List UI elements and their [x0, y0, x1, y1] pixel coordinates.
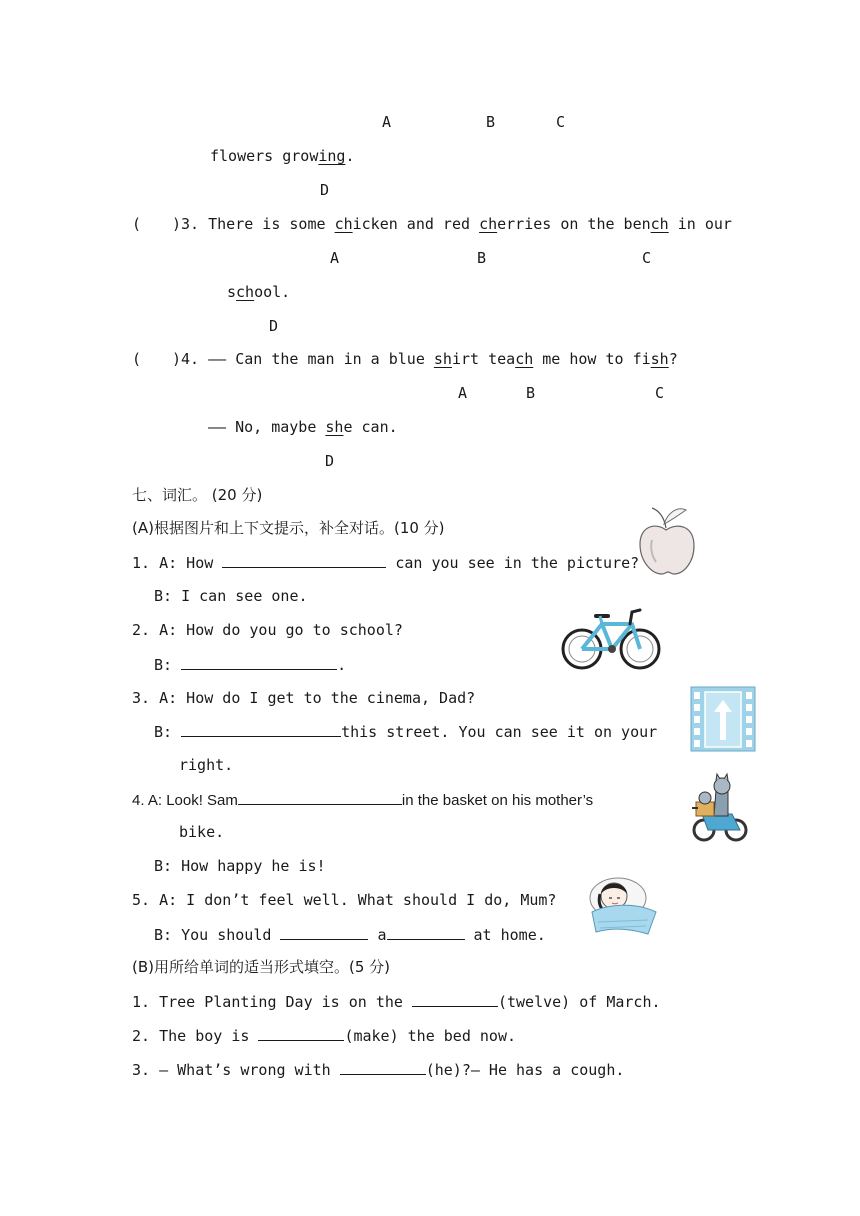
- q3-letter-d: D: [269, 317, 279, 335]
- go-straight-sign-picture: [690, 686, 756, 752]
- a-q3-line1: 3. A: How do I get to the cinema, Dad?: [132, 689, 476, 707]
- cat-on-bike-picture: [688, 772, 750, 844]
- a-q1-line1: 1. A: How can you see in the picture?: [132, 554, 640, 572]
- a-q3-line3: right.: [179, 756, 234, 774]
- apple-picture: [634, 502, 698, 578]
- a-q4-line1: 4. A: Look! Sam in the basket on his mother’s: [132, 789, 593, 811]
- q4-letter-c: C: [655, 384, 665, 402]
- q3-letter-a: A: [330, 249, 340, 267]
- a-q3-blank[interactable]: [181, 721, 341, 737]
- q2-letter-d: D: [320, 181, 330, 199]
- a-q5-line1: 5. A: I don’t feel well. What should I do, Mum?: [132, 891, 557, 909]
- a-q5-line2: B: You should a at home.: [154, 926, 546, 944]
- part-a-title: (A)根据图片和上下文提示，补全对话。(10 分): [132, 519, 445, 537]
- b-q3: 3. — What’s wrong with (he)?— He has a cough.: [132, 1061, 625, 1079]
- a-q4-line2: bike.: [179, 823, 225, 841]
- b-q3-blank[interactable]: [340, 1059, 426, 1075]
- a-q1-blank[interactable]: [222, 552, 386, 568]
- q4-line2: —— No, maybe she can.: [208, 418, 398, 436]
- b-q2-blank[interactable]: [258, 1025, 344, 1041]
- sick-girl-in-bed-picture: [584, 872, 660, 938]
- a-q5-blank-1[interactable]: [280, 924, 368, 940]
- a-q2-line1: 2. A: How do you go to school?: [132, 621, 403, 639]
- b-q2: 2. The boy is (make) the bed now.: [132, 1027, 517, 1045]
- a-q5-blank-2[interactable]: [387, 924, 465, 940]
- q3-letter-c: C: [642, 249, 652, 267]
- q4-letter-a: A: [458, 384, 468, 402]
- q2-letter-c: C: [556, 113, 566, 131]
- q3-letter-b: B: [477, 249, 487, 267]
- q3-line1: )3. There is some chicken and red cherries on the bench in our: [172, 215, 732, 233]
- q4-answer-paren[interactable]: (: [132, 350, 142, 368]
- q2-letter-b: B: [486, 113, 496, 131]
- a-q2-line2: B: .: [154, 656, 347, 674]
- b-q1: 1. Tree Planting Day is on the (twelve) of March.: [132, 993, 661, 1011]
- a-q4-blank[interactable]: [238, 789, 402, 805]
- q4-line1: )4. —— Can the man in a blue shirt teach me how to fish?: [172, 350, 678, 368]
- q2-line2: flowers growing.: [210, 147, 355, 165]
- a-q2-blank[interactable]: [181, 654, 337, 670]
- a-q3-line2: B: this street. You can see it on your: [154, 723, 658, 741]
- part-b-title: (B)用所给单词的适当形式填空。(5 分): [132, 958, 391, 976]
- q3-line2: school.: [227, 283, 291, 301]
- a-q1-line2: B: I can see one.: [154, 587, 308, 605]
- q4-letter-d: D: [325, 452, 335, 470]
- a-q4-line3: B: How happy he is!: [154, 857, 326, 875]
- q3-answer-paren[interactable]: (: [132, 215, 142, 233]
- q4-letter-b: B: [526, 384, 536, 402]
- q2-letter-a: A: [382, 113, 392, 131]
- bicycle-picture: [560, 604, 662, 672]
- section7-title: 七、词汇。 (20 分): [132, 486, 263, 504]
- b-q1-blank[interactable]: [412, 991, 498, 1007]
